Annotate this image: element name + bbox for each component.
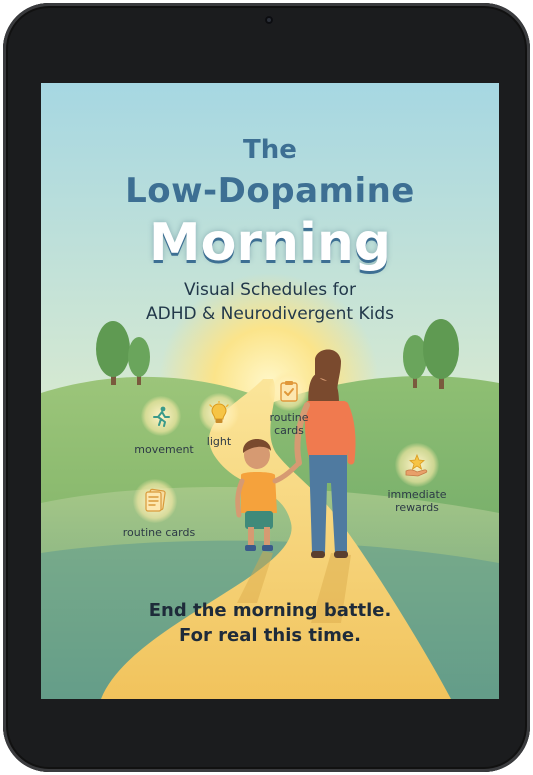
document-stack-icon	[133, 479, 177, 523]
light-bulb-icon	[199, 393, 239, 433]
label-routine-cards-top-1: routine	[269, 411, 309, 424]
checklist-icon	[269, 371, 309, 411]
tagline-line-2: For real this time.	[179, 625, 361, 646]
hand-star-icon	[395, 443, 439, 487]
title-line-1: The	[243, 135, 297, 165]
tagline-line-1: End the morning battle.	[148, 600, 392, 621]
tablet-frame	[3, 3, 530, 772]
label-routine-cards-top-2: cards	[274, 424, 304, 437]
running-person-icon	[141, 396, 181, 436]
book-cover	[41, 83, 499, 699]
subtitle-line-2: ADHD & Neurodivergent Kids	[146, 304, 394, 324]
camera-icon	[265, 16, 273, 24]
title-line-2: Low-Dopamine	[125, 171, 415, 211]
label-light: light	[206, 435, 232, 448]
subtitle-line-1: Visual Schedules for	[184, 280, 356, 300]
label-routine-cards-left: routine cards	[122, 526, 196, 539]
label-immediate-rewards-2: rewards	[395, 501, 439, 514]
title-line-3: Morning	[148, 213, 392, 273]
label-immediate-rewards-1: immediate	[387, 488, 447, 501]
label-movement: movement	[134, 443, 194, 456]
